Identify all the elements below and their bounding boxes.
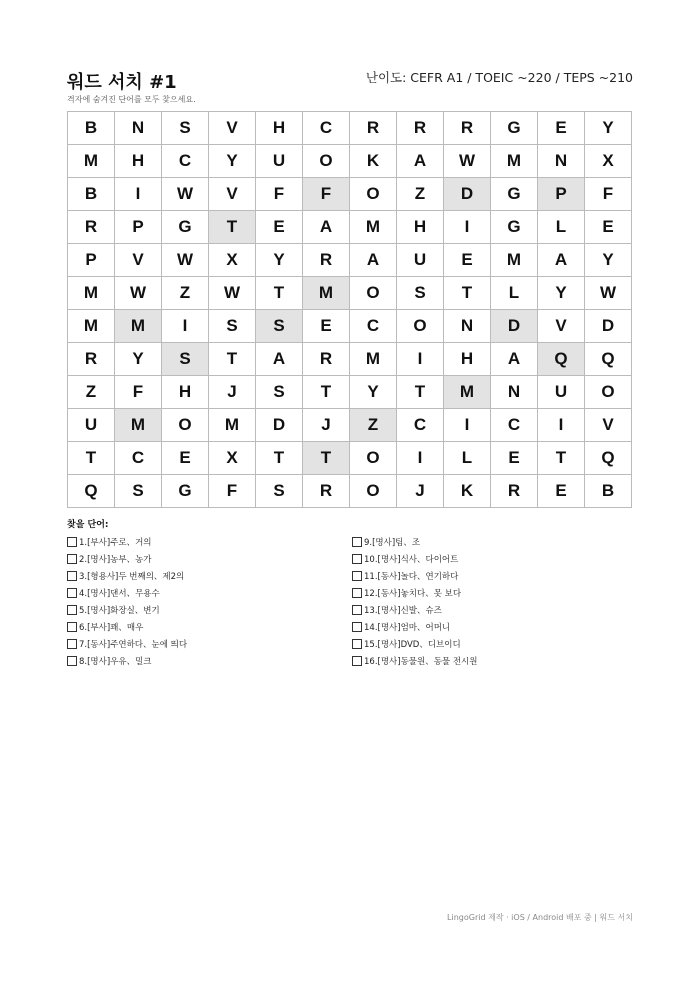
word-item [352,618,477,635]
grid-cell[interactable]: W [162,244,209,277]
grid-cell[interactable]: A [397,145,444,178]
grid-cell[interactable]: V [538,310,585,343]
grid-cell[interactable]: M [68,310,115,343]
checkbox-icon[interactable] [67,622,77,632]
grid-cell[interactable]: R [303,244,350,277]
grid-cell[interactable]: N [491,376,538,409]
word-label: 4.[명사]댄서、무용수 [79,588,160,599]
grid-cell[interactable]: O [350,442,397,475]
grid-cell[interactable]: L [491,277,538,310]
word-label: 3.[형용사]두 번째의、제2의 [79,571,185,582]
checkbox-icon[interactable] [352,537,362,547]
grid-cell[interactable]: W [585,277,632,310]
grid-cell[interactable]: Q [585,442,632,475]
grid-cell[interactable]: V [209,178,256,211]
grid-cell[interactable]: H [115,145,162,178]
checkbox-icon[interactable] [67,571,77,581]
grid-cell[interactable]: W [209,277,256,310]
word-item [352,652,477,669]
word-label: 12.[동사]놓치다、못 보다 [364,588,462,599]
grid-cell[interactable]: P [538,178,585,211]
grid-cell[interactable]: I [115,178,162,211]
grid-cell[interactable]: E [538,112,585,145]
grid-cell[interactable]: S [256,475,303,508]
grid-cell[interactable]: E [162,442,209,475]
checkbox-icon[interactable] [352,588,362,598]
grid-cell[interactable]: T [256,442,303,475]
checkbox-icon[interactable] [67,605,77,615]
grid-cell[interactable]: T [444,277,491,310]
word-item [67,618,187,635]
grid-cell[interactable]: L [538,211,585,244]
grid-cell[interactable]: S [209,310,256,343]
grid-cell[interactable]: A [350,244,397,277]
grid-cell[interactable]: E [538,475,585,508]
grid-cell[interactable]: M [444,376,491,409]
grid-cell[interactable]: J [397,475,444,508]
grid-cell[interactable]: T [397,376,444,409]
grid-cell[interactable]: I [444,409,491,442]
grid-cell[interactable]: R [303,343,350,376]
word-label: 1.[부사]주로、거의 [79,537,152,548]
grid-cell[interactable]: U [538,376,585,409]
word-item [67,601,187,618]
grid-cell[interactable]: R [444,112,491,145]
grid-cell[interactable]: X [209,244,256,277]
grid-cell[interactable]: T [256,277,303,310]
grid-cell[interactable]: O [397,310,444,343]
grid-cell[interactable]: O [350,178,397,211]
grid-cell[interactable]: Z [162,277,209,310]
word-label: 9.[명사]팀、조 [364,537,421,548]
grid-cell[interactable]: A [491,343,538,376]
grid-cell[interactable]: U [256,145,303,178]
grid-cell[interactable]: M [68,145,115,178]
word-list-title: 찾을 단어: [67,520,109,530]
grid-cell[interactable]: F [115,376,162,409]
grid-cell[interactable]: B [585,475,632,508]
grid-cell[interactable]: C [303,112,350,145]
grid-cell[interactable]: R [303,475,350,508]
word-item [67,584,187,601]
grid-cell[interactable]: Y [585,244,632,277]
grid-cell[interactable]: M [115,310,162,343]
grid-cell[interactable]: E [303,310,350,343]
grid-cell[interactable]: T [68,442,115,475]
grid-cell[interactable]: V [209,112,256,145]
grid-cell[interactable]: S [162,112,209,145]
grid-cell[interactable]: Z [350,409,397,442]
grid-cell[interactable]: E [444,244,491,277]
instructions: 격자에 숨겨진 단어를 모두 찾으세요. [67,95,196,104]
grid-cell[interactable]: K [444,475,491,508]
grid-cell[interactable]: D [491,310,538,343]
grid-cell[interactable]: Z [68,376,115,409]
grid-cell[interactable]: G [491,178,538,211]
checkbox-icon[interactable] [67,639,77,649]
word-label: 10.[명사]식사、다이어트 [364,554,459,565]
checkbox-icon[interactable] [67,554,77,564]
grid-cell[interactable]: S [397,277,444,310]
grid-cell[interactable]: T [303,376,350,409]
word-item [67,567,187,584]
word-list-left [67,533,187,669]
grid-cell[interactable]: P [115,211,162,244]
grid-cell[interactable]: A [538,244,585,277]
grid-cell[interactable]: M [209,409,256,442]
grid-cell[interactable]: B [68,112,115,145]
grid-cell[interactable]: D [585,310,632,343]
grid-cell[interactable]: G [162,211,209,244]
grid-cell[interactable]: N [444,310,491,343]
letter-grid [67,111,632,508]
grid-cell[interactable]: X [209,442,256,475]
grid-cell[interactable]: T [303,442,350,475]
grid-cell[interactable]: M [491,145,538,178]
grid-cell[interactable]: E [256,211,303,244]
word-label: 11.[동사]놀다、연기하다 [364,571,459,582]
grid-cell[interactable]: Y [350,376,397,409]
word-item [352,584,477,601]
grid-cell[interactable]: E [585,211,632,244]
grid-cell[interactable]: C [397,409,444,442]
grid-cell[interactable]: G [162,475,209,508]
grid-cell[interactable]: W [115,277,162,310]
grid-cell[interactable]: Y [256,244,303,277]
grid-cell[interactable]: V [115,244,162,277]
grid-cell[interactable]: A [303,211,350,244]
grid-cell[interactable]: O [350,475,397,508]
grid-cell[interactable]: Q [68,475,115,508]
grid-cell[interactable]: I [397,442,444,475]
word-list-right [352,533,477,669]
word-item [352,601,477,618]
word-item [67,652,187,669]
word-item [67,550,187,567]
grid-cell[interactable]: O [585,376,632,409]
grid-cell[interactable]: H [444,343,491,376]
grid-cell[interactable]: X [585,145,632,178]
grid-cell[interactable]: J [303,409,350,442]
checkbox-icon[interactable] [352,605,362,615]
grid-cell[interactable]: S [115,475,162,508]
word-label: 8.[명사]우유、밀크 [79,656,152,667]
grid-cell[interactable]: M [350,343,397,376]
grid-cell[interactable]: I [397,343,444,376]
grid-cell[interactable]: Q [538,343,585,376]
checkbox-icon[interactable] [67,656,77,666]
word-label: 2.[명사]농부、농가 [79,554,152,565]
grid-cell[interactable]: T [209,343,256,376]
grid-cell[interactable]: G [491,211,538,244]
word-item [352,567,477,584]
grid-cell[interactable]: F [256,178,303,211]
grid-cell[interactable]: F [303,178,350,211]
grid-cell[interactable]: I [444,211,491,244]
grid-cell[interactable]: P [68,244,115,277]
grid-cell[interactable]: Z [397,178,444,211]
grid-cell[interactable]: H [256,112,303,145]
grid-cell[interactable]: U [68,409,115,442]
word-label: 13.[명사]신발、슈즈 [364,605,442,616]
grid-cell[interactable]: M [115,409,162,442]
grid-cell[interactable]: C [162,145,209,178]
grid-cell[interactable]: M [303,277,350,310]
word-item [67,533,187,550]
grid-cell[interactable]: I [538,409,585,442]
grid-cell[interactable]: C [115,442,162,475]
grid-cell[interactable]: F [209,475,256,508]
grid-cell[interactable]: C [350,310,397,343]
grid-cell[interactable]: M [350,211,397,244]
checkbox-icon[interactable] [352,639,362,649]
footer-credit: LingoGrid 제작 · iOS / Android 배포 중 | 워드 서치 [447,913,633,922]
grid-cell[interactable]: T [209,211,256,244]
grid-cell[interactable]: U [397,244,444,277]
grid-cell[interactable]: V [585,409,632,442]
grid-cell[interactable]: K [350,145,397,178]
difficulty-level: 난이도: CEFR A1 / TOEIC ~220 / TEPS ~210 [365,70,633,85]
grid-cell[interactable]: Y [209,145,256,178]
word-item [352,550,477,567]
checkbox-icon[interactable] [352,622,362,632]
checkbox-icon[interactable] [352,554,362,564]
grid-cell[interactable]: D [256,409,303,442]
grid-cell[interactable]: A [256,343,303,376]
grid-cell[interactable]: Q [585,343,632,376]
grid-cell[interactable]: M [68,277,115,310]
grid-cell[interactable]: W [162,178,209,211]
grid-cell[interactable]: N [115,112,162,145]
grid-cell[interactable]: I [162,310,209,343]
grid-cell[interactable]: B [68,178,115,211]
grid-cell[interactable]: Y [115,343,162,376]
checkbox-icon[interactable] [352,656,362,666]
word-label: 16.[명사]동물원、동물 전시원 [364,656,478,667]
grid-cell[interactable]: D [444,178,491,211]
grid-cell[interactable]: R [68,343,115,376]
grid-cell[interactable]: T [538,442,585,475]
word-label: 6.[부사]꽤、매우 [79,622,144,633]
grid-cell[interactable]: R [491,475,538,508]
grid-cell[interactable]: M [491,244,538,277]
grid-cell[interactable]: E [491,442,538,475]
grid-cell[interactable]: O [350,277,397,310]
word-item [67,635,187,652]
checkbox-icon[interactable] [67,588,77,598]
grid-cell[interactable]: O [303,145,350,178]
grid-cell[interactable]: H [397,211,444,244]
grid-cell[interactable]: F [585,178,632,211]
word-label: 15.[명사]DVD、디브이디 [364,639,461,650]
grid-cell[interactable]: S [162,343,209,376]
grid-cell[interactable]: Y [538,277,585,310]
grid-cell[interactable]: W [444,145,491,178]
word-item [352,533,477,550]
checkbox-icon[interactable] [67,537,77,547]
grid-cell[interactable]: S [256,376,303,409]
grid-cell[interactable]: R [397,112,444,145]
word-item [352,635,477,652]
grid-cell[interactable]: H [162,376,209,409]
checkbox-icon[interactable] [352,571,362,581]
grid-cell[interactable]: L [444,442,491,475]
grid-cell[interactable]: C [491,409,538,442]
word-label: 7.[동사]주연하다、눈에 띄다 [79,639,188,650]
word-label: 14.[명사]엄마、어머니 [364,622,451,633]
grid-cell[interactable]: R [68,211,115,244]
grid-cell[interactable]: N [538,145,585,178]
page-title: 워드 서치 #1 [67,72,177,93]
grid-cell[interactable]: Y [585,112,632,145]
grid-cell[interactable]: S [256,310,303,343]
grid-cell[interactable]: R [350,112,397,145]
word-label: 5.[명사]화장실、변기 [79,605,160,616]
grid-cell[interactable]: G [491,112,538,145]
grid-cell[interactable]: J [209,376,256,409]
grid-cell[interactable]: O [162,409,209,442]
